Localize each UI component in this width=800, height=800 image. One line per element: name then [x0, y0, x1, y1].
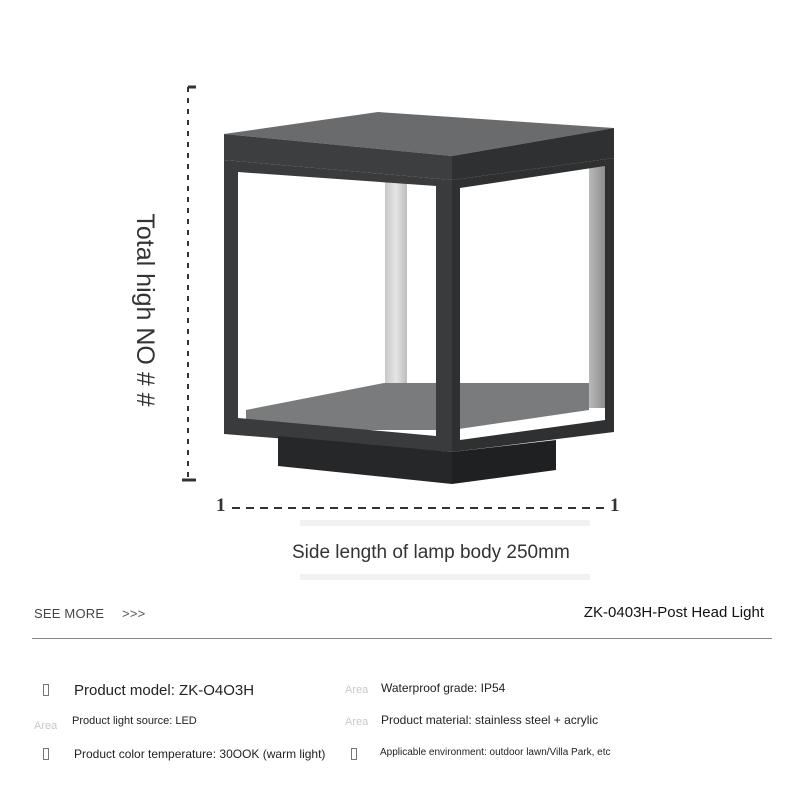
bullet-icon	[351, 748, 357, 760]
spec-environment: Applicable environment: outdoor lawn/Villa Park, etc	[380, 747, 611, 758]
area-placeholder: Area	[34, 720, 58, 732]
see-more-label: SEE MORE	[34, 606, 105, 621]
width-dimension-right-mark: 1	[610, 495, 620, 516]
bullet-icon	[43, 748, 49, 760]
height-label: Total high NO # #	[131, 213, 159, 407]
spec-model: Product model: ZK-O4O3H	[74, 682, 255, 699]
spec-light-source: Product light source: LED	[72, 715, 197, 727]
width-label: Side length of lamp body 250mm	[292, 542, 570, 563]
lamp-side-glow	[589, 163, 605, 408]
faint-text-row	[300, 520, 590, 526]
faint-text-row	[300, 574, 590, 580]
spec-color-temperature: Product color temperature: 30OOK (warm light)	[74, 747, 326, 761]
spec-waterproof: Waterproof grade: IP54	[381, 681, 506, 695]
see-more-link[interactable]	[34, 606, 145, 621]
spec-material: Product material: stainless steel + acrylic	[381, 713, 599, 727]
area-placeholder: Area	[345, 716, 369, 728]
width-dimension-left-mark: 1	[216, 495, 226, 516]
area-placeholder: Area	[345, 684, 369, 696]
divider	[32, 638, 772, 639]
product-title: ZK-0403H-Post Head Light	[583, 604, 764, 621]
see-more-arrows: >>>	[122, 606, 146, 621]
bullet-icon	[43, 684, 49, 696]
